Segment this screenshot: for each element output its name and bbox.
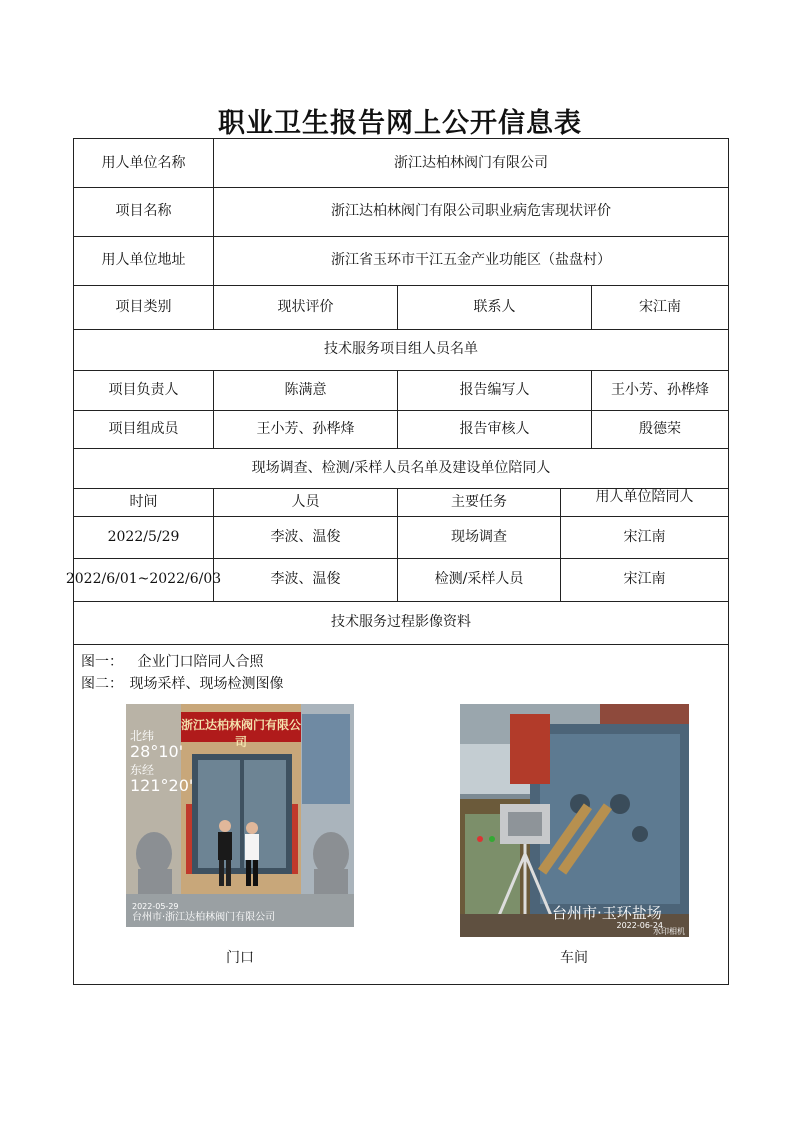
fig1-text: 企业门口陪同人合照 [137, 654, 264, 670]
address-label: 用人单位地址 [74, 236, 214, 285]
address-value: 浙江省玉环市干江五金产业功能区（盐盘村） [331, 252, 611, 269]
entrance-stamp-place: 台州市·浙江达柏林阀门有限公司 [132, 912, 276, 923]
survey-cell-escort: 宋江南 [623, 571, 666, 588]
survey-header-staff: 人员 [214, 488, 398, 516]
fig2-line [81, 673, 283, 693]
row-divider [74, 644, 728, 645]
survey-header-task: 主要任务 [398, 488, 561, 516]
lon-label: 东经 [130, 762, 155, 777]
entrance-photo [126, 704, 354, 927]
workshop-photo [460, 704, 689, 937]
lon-value: 121°20' [130, 775, 194, 795]
entrance-stamp-date: 2022-05-29 [132, 902, 179, 911]
leader-label: 项目负责人 [74, 370, 214, 410]
workshop-stamp-place: 台州市·玉环盐场 [552, 904, 662, 922]
page-title: 职业卫生报告网上公开信息表 [218, 108, 582, 139]
writer-label: 报告编写人 [398, 370, 592, 410]
fig2-label: 图二： [81, 676, 123, 692]
lat-value: 28°10' [130, 742, 184, 762]
survey-header-time: 时间 [74, 488, 214, 516]
fig2-text: 现场采样、现场检测图像 [129, 676, 284, 692]
writer-value: 王小芳、孙桦烽 [611, 381, 709, 398]
project-name-label: 项目名称 [74, 187, 214, 236]
survey-cell-task: 检测/采样人员 [398, 558, 561, 601]
fig1-line [81, 651, 263, 671]
unit-name-label: 用人单位名称 [74, 139, 214, 187]
reviewer-label: 报告审核人 [398, 410, 592, 448]
members-label: 项目组成员 [74, 410, 214, 448]
gps-overlay [130, 730, 193, 795]
team-heading: 技术服务项目组人员名单 [324, 341, 478, 358]
members-value: 王小芳、孙桦烽 [214, 410, 398, 448]
survey-cell-staff: 李波、温俊 [214, 516, 398, 558]
info-table [65, 138, 729, 985]
contact-label: 联系人 [398, 285, 592, 329]
entrance-caption: 门口 [226, 950, 254, 966]
survey-cell-task: 现场调查 [398, 516, 561, 558]
category-value: 现状评价 [214, 285, 398, 329]
survey-cell-escort: 宋江南 [623, 528, 666, 545]
workshop-stamp-date: 2022-06-24 [616, 921, 663, 930]
survey-cell-time: 2022/5/29 [74, 516, 214, 558]
survey-cell-staff: 李波、温俊 [214, 558, 398, 601]
workshop-caption: 车间 [560, 950, 588, 966]
survey-header-escort: 用人单位陪同人 [595, 489, 694, 505]
lat-label: 北纬 [130, 729, 155, 743]
project-name-value: 浙江达柏林阀门有限公司职业病危害现状评价 [331, 203, 611, 220]
unit-name-value: 浙江达柏林阀门有限公司 [394, 154, 548, 171]
fig1-label: 图一： [81, 654, 123, 670]
workshop-stamp-app: 水印相机 [653, 927, 685, 936]
reviewer-value: 殷德荣 [639, 420, 681, 437]
entrance-sign: 浙江达柏林阀门有限公司 [181, 718, 302, 749]
category-label: 项目类别 [74, 285, 214, 329]
contact-value: 宋江南 [639, 298, 681, 315]
images-heading: 技术服务过程影像资料 [331, 614, 471, 631]
leader-value: 陈满意 [214, 370, 398, 410]
survey-cell-time: 2022/6/01~2022/6/03 [74, 558, 214, 601]
survey-heading: 现场调查、检测/采样人员名单及建设单位陪同人 [251, 459, 551, 476]
